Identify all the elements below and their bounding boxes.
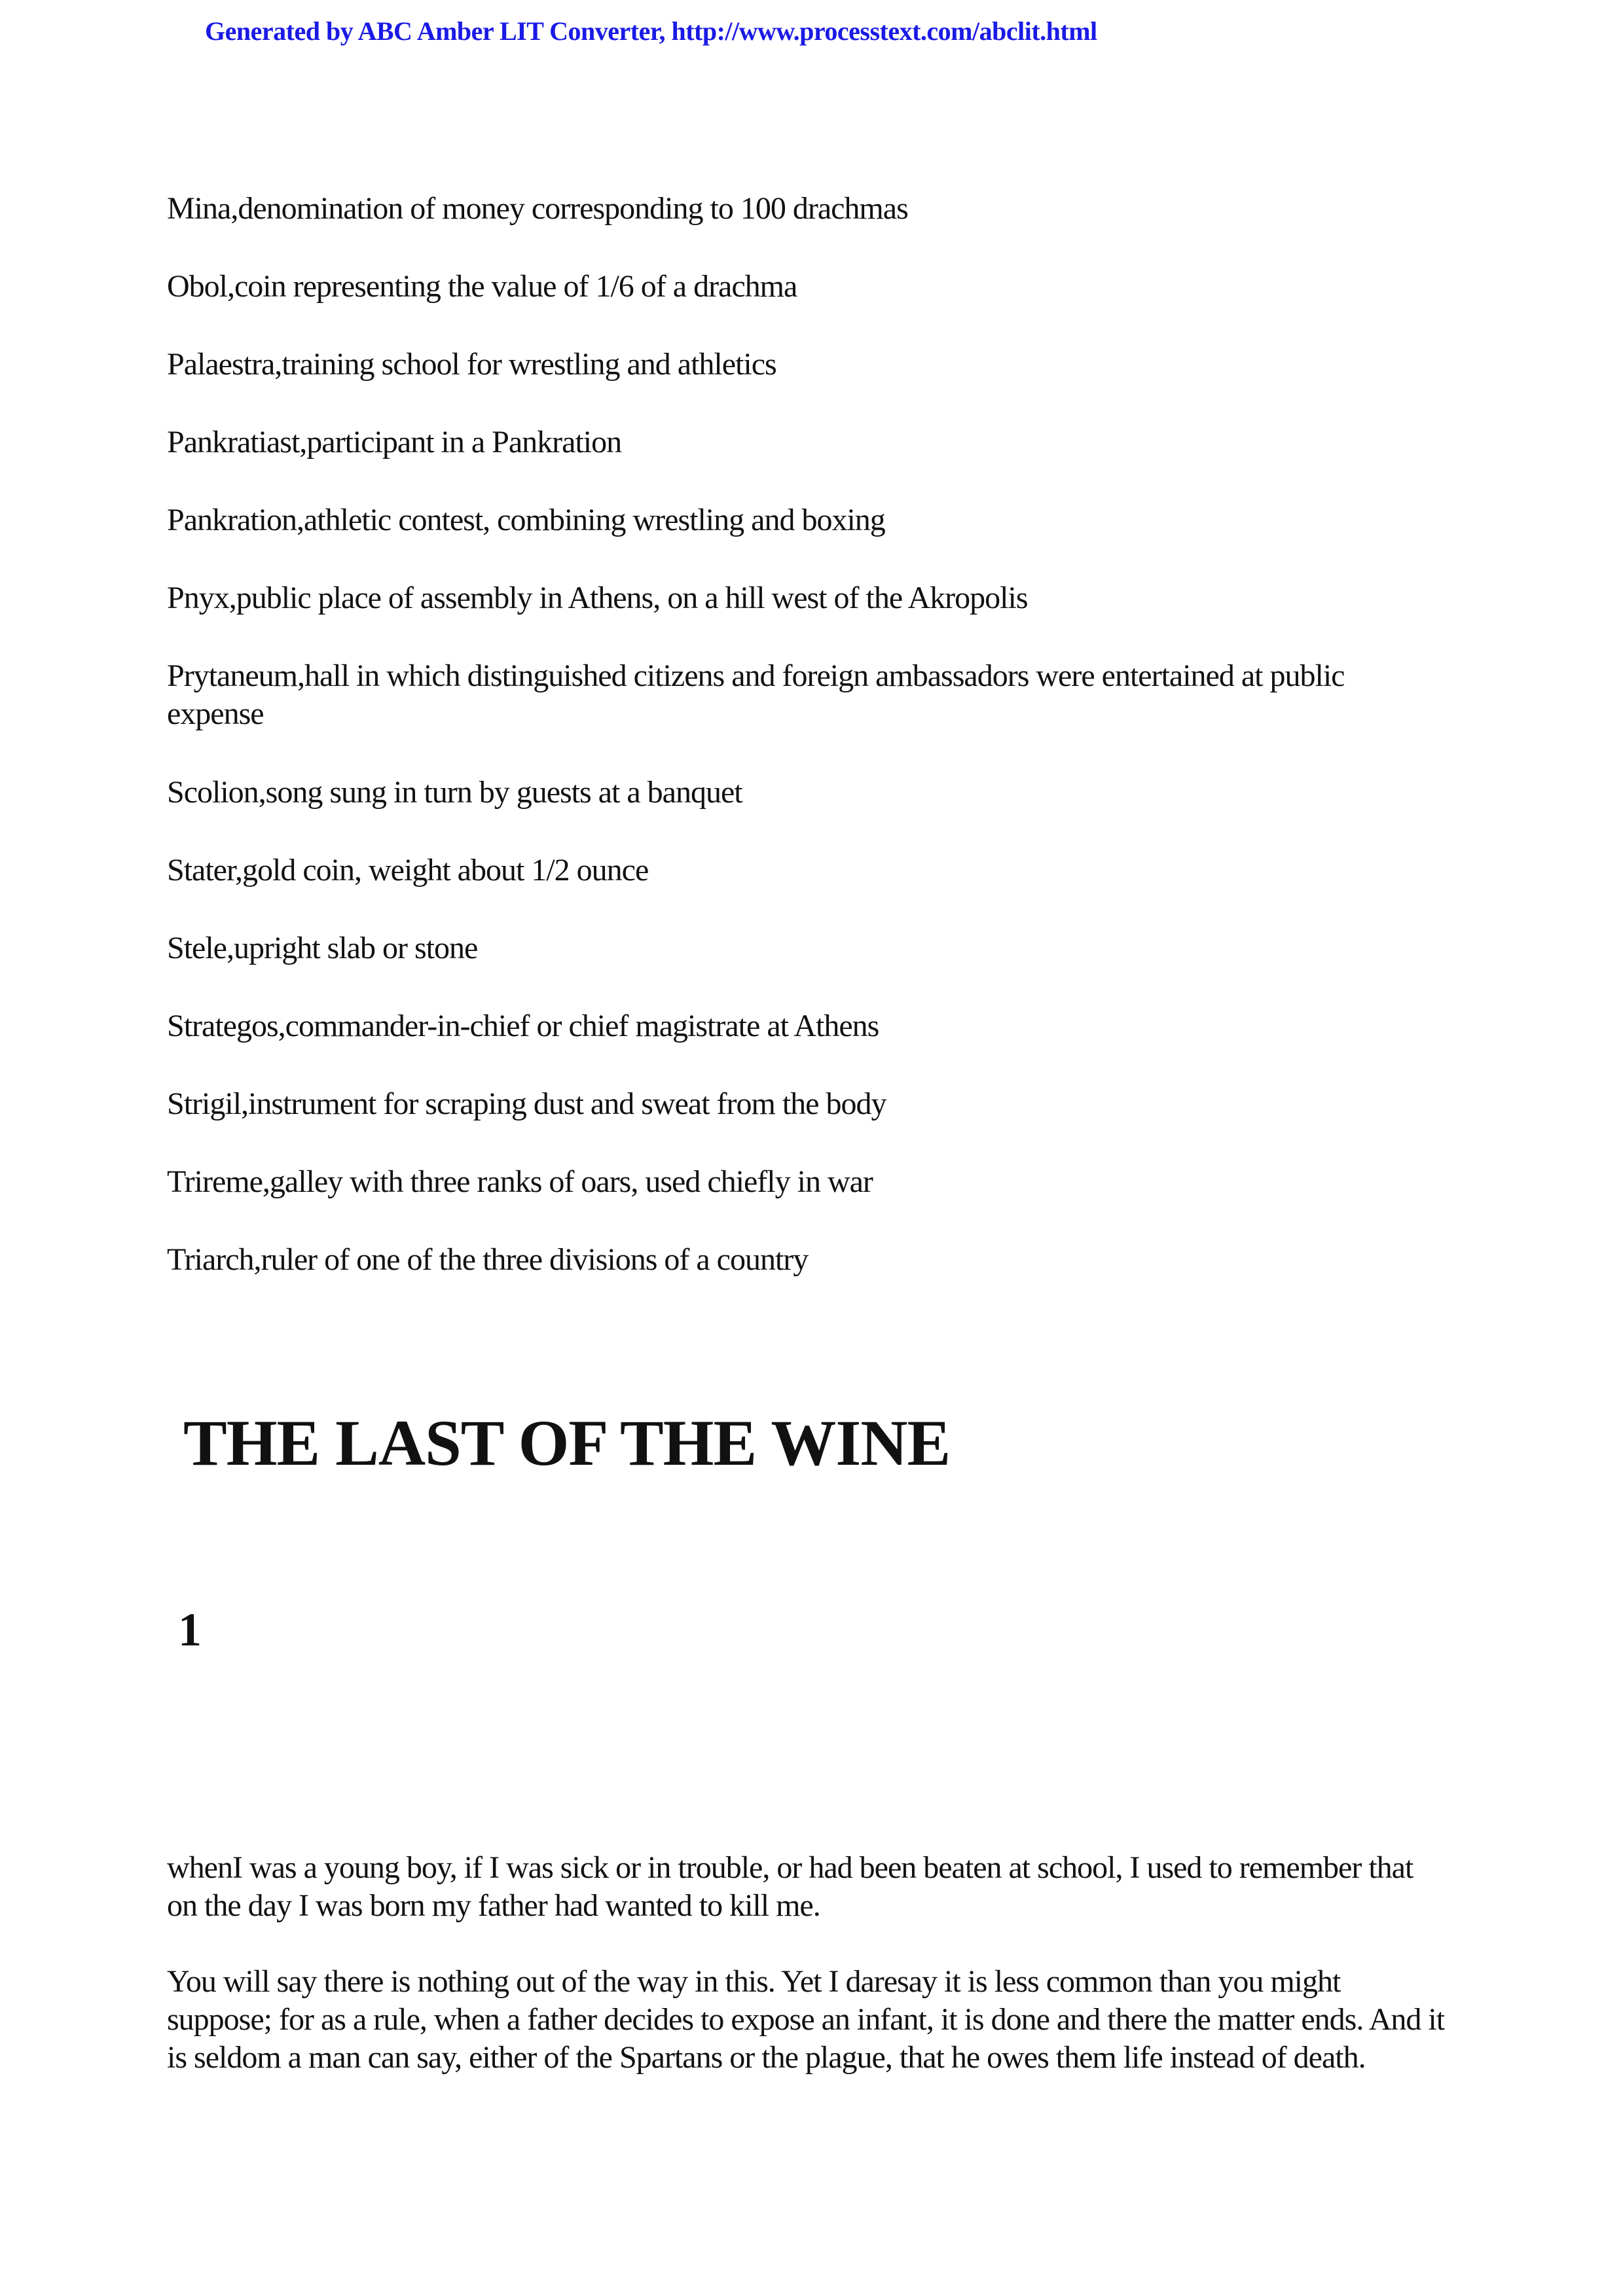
chapter-body (167, 1849, 1450, 2115)
chapter-number: 1 (178, 1604, 202, 1656)
glossary-entry-strategos: Strategos,commander-in-chief or chief magistrate at Athens (167, 1009, 879, 1043)
glossary-entry-palaestra: Palaestra,training school for wrestling and athletics (167, 347, 776, 382)
converter-banner-link[interactable]: Generated by ABC Amber LIT Converter, http://www.processtext.com/abclit.html (205, 16, 1097, 46)
glossary-entry-obol: Obol,coin representing the value of 1/6 of a drachma (167, 269, 797, 304)
glossary-entry-strigil: Strigil,instrument for scraping dust and sweat from the body (167, 1086, 886, 1121)
glossary-entry-trireme: Trireme,galley with three ranks of oars, used chiefly in war (167, 1164, 873, 1199)
glossary-list (167, 190, 1444, 1319)
book-title: THE LAST OF THE WINE (183, 1407, 951, 1479)
glossary-entry-stater: Stater,gold coin, weight about 1/2 ounce (167, 853, 649, 888)
paragraph: You will say there is nothing out of the way in this. Yet I daresay it is less common than you might suppose; for as a rule, when a father decides to expose an infant, it is done and there the matter ends. And it is seldom a man can say, either of the Spartans or the plague, that he owes them life instead of death. (167, 1964, 1445, 2075)
glossary-entry-mina: Mina,denomination of money corresponding to 100 drachmas (167, 191, 908, 226)
paragraph: whenI was a young boy, if I was sick or in trouble, or had been beaten at school, I used to remember that on the day I was born my father had wanted to kill me. (167, 1850, 1413, 1923)
glossary-entry-triarch: Triarch,ruler of one of the three divisions of a country (167, 1242, 809, 1277)
glossary-entry-prytaneum: Prytaneum,hall in which distinguished citizens and foreign ambassadors were entertained at public expense (167, 658, 1345, 731)
glossary-entry-pankratiast: Pankratiast,participant in a Pankration (167, 425, 622, 459)
glossary-entry-scolion: Scolion,song sung in turn by guests at a banquet (167, 775, 742, 810)
glossary-entry-pnyx: Pnyx,public place of assembly in Athens, on a hill west of the Akropolis (167, 581, 1028, 615)
glossary-entry-stele: Stele,upright slab or stone (167, 931, 478, 965)
glossary-entry-pankration: Pankration,athletic contest, combining wrestling and boxing (167, 503, 885, 537)
